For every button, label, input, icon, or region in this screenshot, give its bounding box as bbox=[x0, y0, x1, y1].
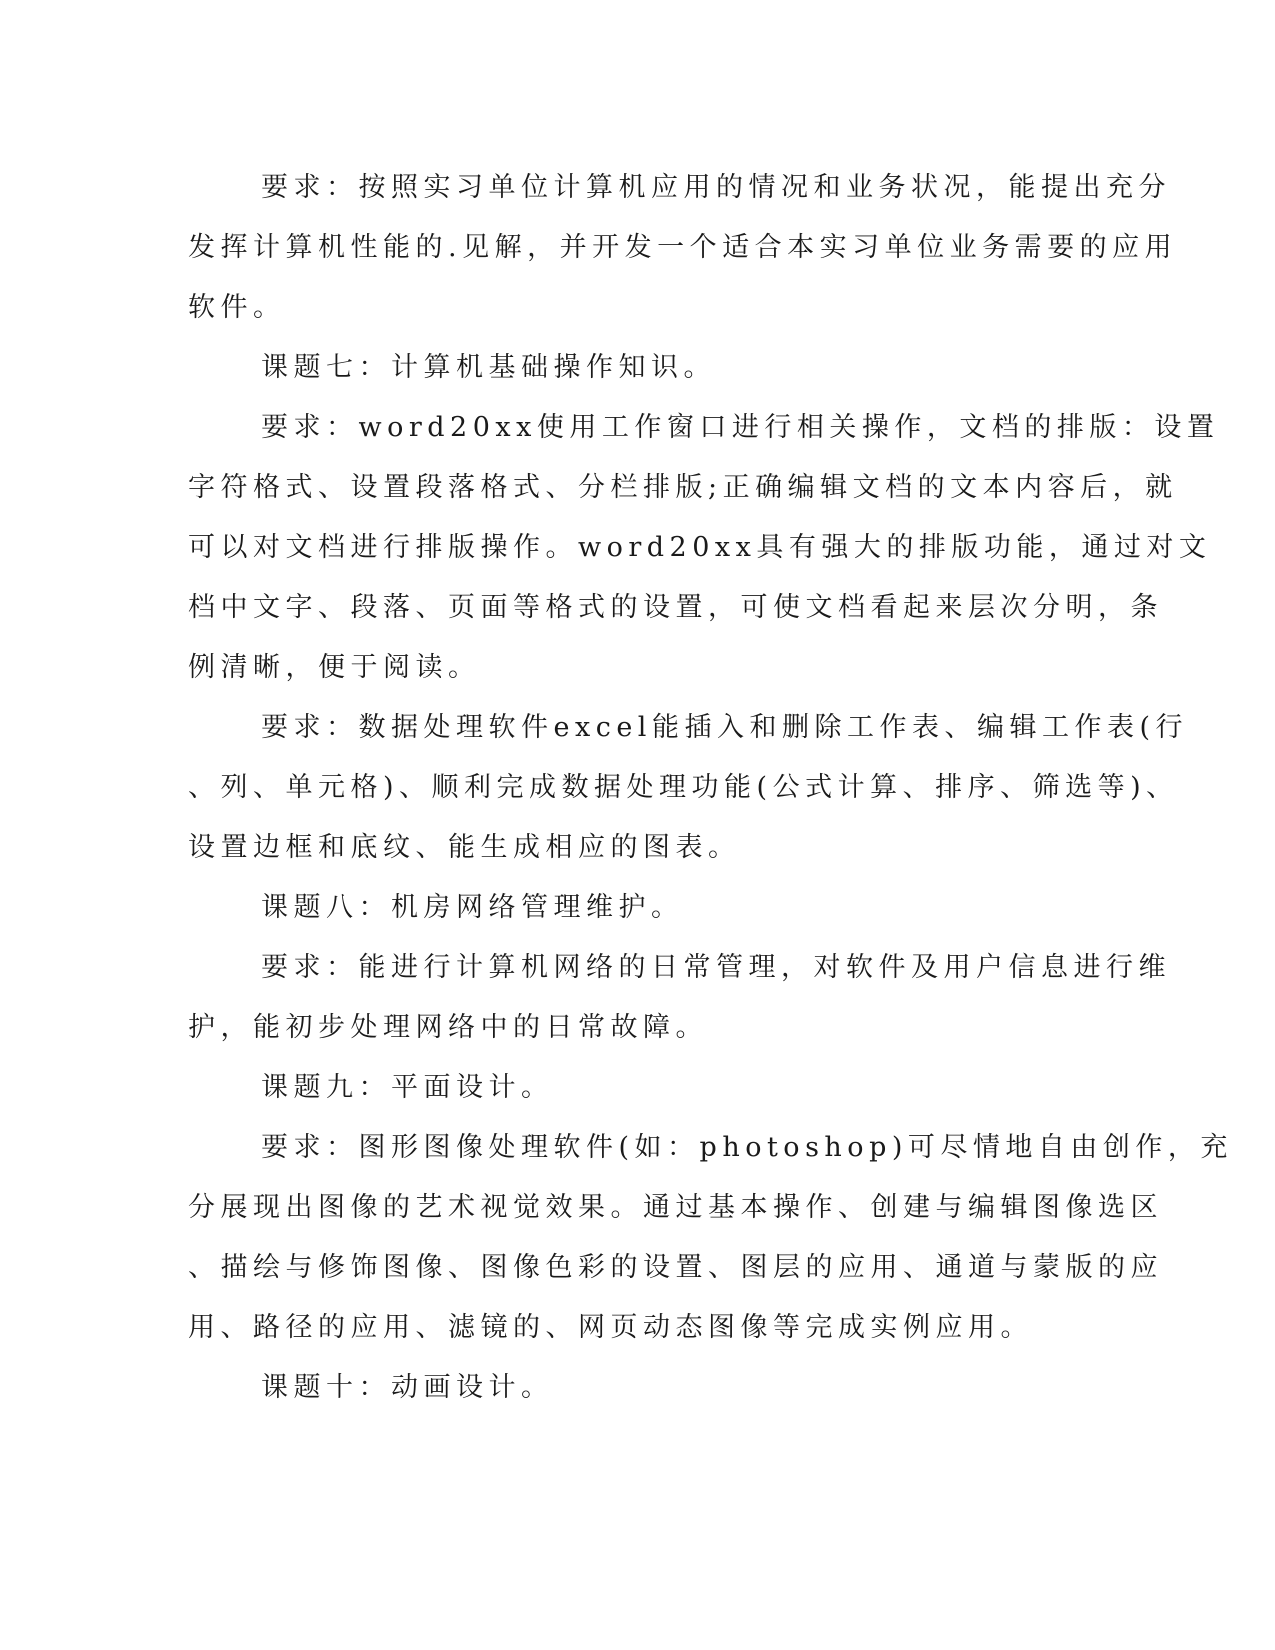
paragraph-line: 可以对文档进行排版操作。word20xx具有强大的排版功能，通过对文 bbox=[188, 532, 1212, 563]
paragraph-line: 要求：数据处理软件excel能插入和删除工作表、编辑工作表(行 bbox=[261, 712, 1188, 743]
paragraph-line: 要求：按照实习单位计算机应用的情况和业务状况，能提出充分 bbox=[261, 172, 1171, 203]
paragraph-line: 要求：能进行计算机网络的日常管理，对软件及用户信息进行维 bbox=[261, 952, 1171, 983]
section-heading: 课题十：动画设计。 bbox=[261, 1372, 554, 1403]
paragraph-line: 、描绘与修饰图像、图像色彩的设置、图层的应用、通道与蒙版的应 bbox=[188, 1252, 1163, 1283]
paragraph-line: 要求：图形图像处理软件(如：photoshop)可尽情地自由创作，充 bbox=[261, 1132, 1233, 1163]
paragraph-line: 分展现出图像的艺术视觉效果。通过基本操作、创建与编辑图像选区 bbox=[188, 1192, 1163, 1223]
section-heading: 课题八：机房网络管理维护。 bbox=[261, 892, 684, 923]
paragraph-line: 发挥计算机性能的.见解，并开发一个适合本实习单位业务需要的应用 bbox=[188, 232, 1178, 263]
paragraph-line: 要求：word20xx使用工作窗口进行相关操作，文档的排版：设置 bbox=[261, 412, 1220, 443]
section-heading: 课题九：平面设计。 bbox=[261, 1072, 554, 1103]
paragraph-line: 字符格式、设置段落格式、分栏排版;正确编辑文档的文本内容后，就 bbox=[188, 472, 1178, 503]
paragraph-line: 档中文字、段落、页面等格式的设置，可使文档看起来层次分明，条 bbox=[188, 592, 1163, 623]
section-heading: 课题七：计算机基础操作知识。 bbox=[261, 352, 716, 383]
document-body bbox=[188, 158, 1233, 1418]
paragraph-line: 例清晰，便于阅读。 bbox=[188, 652, 481, 683]
paragraph-line: 软件。 bbox=[188, 292, 286, 323]
paragraph-line: 设置边框和底纹、能生成相应的图表。 bbox=[188, 832, 741, 863]
paragraph-line: 护，能初步处理网络中的日常故障。 bbox=[188, 1012, 708, 1043]
paragraph-line: 、列、单元格)、顺利完成数据处理功能(公式计算、排序、筛选等)、 bbox=[188, 772, 1179, 803]
paragraph-line: 用、路径的应用、滤镜的、网页动态图像等完成实例应用。 bbox=[188, 1312, 1033, 1343]
